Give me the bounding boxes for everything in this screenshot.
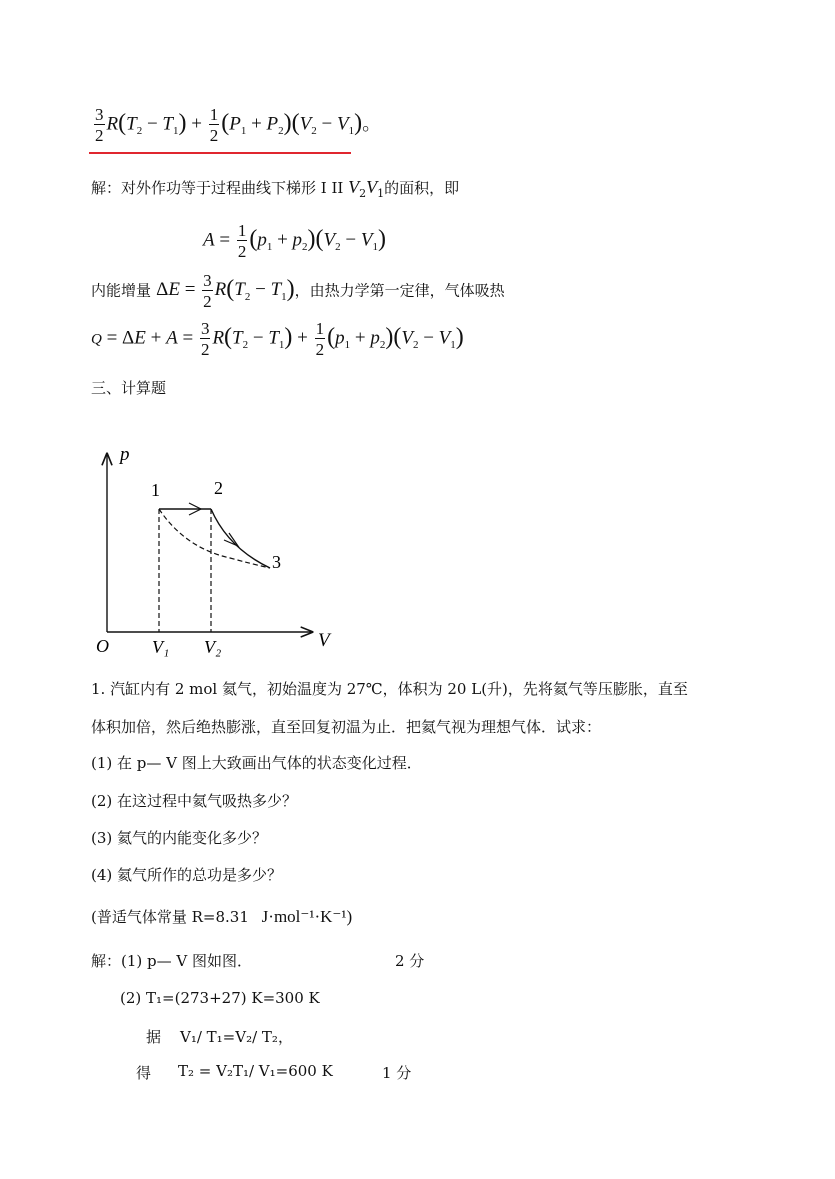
fraction-three-halves: $\frac{3}{2}$	[95, 105, 104, 145]
gas-constant-note: (普适气体常量 R=8.31 J·mol⁻¹·K⁻¹)	[91, 907, 353, 926]
axis-label-v: V	[318, 630, 330, 651]
heat-formula: Q = ΔE + A = $\frac{3}{2}$ $R(T_2 - T_1)$ + $\frac{1}{2}$ $(p_1 + p_2)(V_2 - V_1)$	[91, 319, 464, 359]
pv-diagram	[80, 440, 350, 662]
state-label-2: 2	[214, 478, 223, 498]
solution-2: (2) T₁=(273+27) K=300 K	[120, 989, 320, 1007]
tick-label-v1: V₁	[152, 637, 170, 657]
state-label-3: 3	[272, 552, 281, 572]
axis-label-p: p	[120, 444, 130, 465]
question-4: (4) 氦气所作的总功是多少？	[91, 866, 283, 884]
energy-line: 内能增量 ΔE = $\frac{3}{2}$ $R(T_2 - T_1)$，由热力学第一定律，气体吸热	[91, 271, 505, 311]
state-label-1: 1	[151, 480, 160, 500]
question-1: (1) 在 p— V 图上大致画出气体的状态变化过程．	[91, 754, 422, 772]
fraction-one-half: $\frac{1}{2}$	[237, 221, 247, 261]
solution-3: V₁/ T₁=V₂/ T₂，	[180, 1028, 293, 1046]
fraction-three-halves: $\frac{3}{2}$	[200, 319, 210, 359]
question-3: (3) 氦气的内能变化多少？	[91, 829, 268, 847]
solution-4-label: 得	[136, 1064, 152, 1082]
solution-1: 解：(1) p— V 图如图．	[91, 952, 252, 970]
work-formula: A = $\frac{1}{2}$ $(p_1 + p_2)(V_2 - V_1)$	[203, 221, 386, 261]
formula-period: 。	[362, 113, 382, 135]
solution-1-score: 2 分	[395, 952, 425, 970]
fraction-one-half: $\frac{1}{2}$	[209, 105, 219, 145]
solution-intro: 解：对外作功等于过程曲线下梯形 I II $V_2V_1$的面积，即	[91, 177, 460, 200]
solution-4: T₂ = V₂T₁/ V₁=600 K	[178, 1062, 333, 1080]
top-formula: $\frac{3}{2}$ $R(T_2 - T_1)$ + $\frac{1}{2}$ $(P_1 + P_2)(V_2 - V_1)$。	[95, 105, 382, 145]
question-2: (2) 在这过程中氦气吸热多少？	[91, 792, 298, 810]
adiabatic-curve	[211, 509, 270, 568]
problem-1-line-1: 1. 汽缸内有 2 mol 氦气，初始温度为 27℃，体积为 20 L(升)，先将氦气等压膨胀，直至	[91, 680, 688, 698]
section-title: 三、计算题	[91, 379, 167, 397]
problem-1-line-2: 体积加倍，然后绝热膨涨，直至回复初温为止．把氦气视为理想气体．试求：	[91, 718, 602, 736]
solution-4-score: 1 分	[382, 1064, 412, 1082]
tick-label-v2: V₂	[204, 637, 222, 657]
fraction-one-half: $\frac{1}{2}$	[315, 319, 325, 359]
origin-label: O	[96, 636, 109, 656]
fraction-three-halves: $\frac{3}{2}$	[203, 271, 212, 311]
red-underline	[89, 152, 351, 154]
solution-3-label: 据	[146, 1028, 162, 1046]
